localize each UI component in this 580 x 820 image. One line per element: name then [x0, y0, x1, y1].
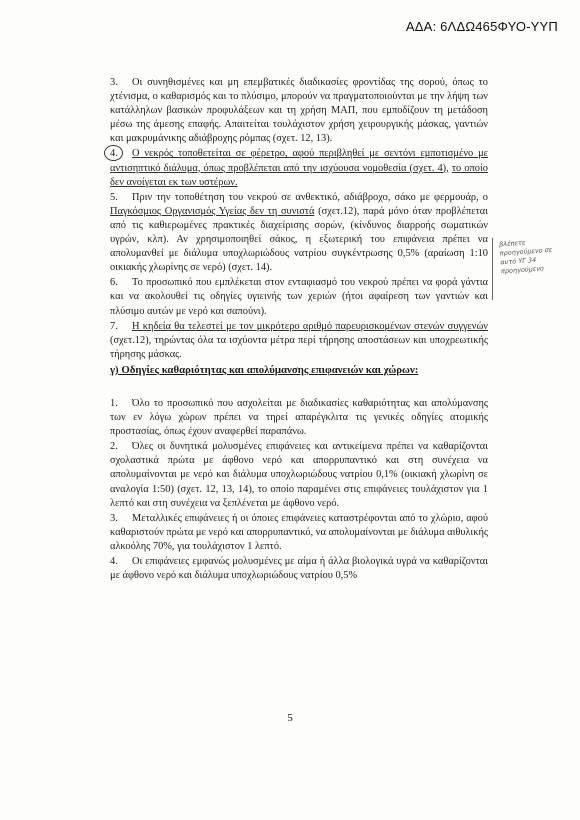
page-number: 5 — [287, 712, 293, 724]
document-body — [110, 76, 488, 583]
paragraph-7 — [110, 320, 488, 362]
paragraph-number: 1. — [110, 397, 118, 409]
paragraph-number: 5. — [110, 191, 118, 203]
paragraph-3 — [110, 76, 488, 146]
paragraph-number: 7. — [110, 320, 118, 332]
cleaning-paragraph-2 — [110, 440, 488, 510]
circled-paragraph-number: 4. — [110, 147, 132, 161]
paragraph-text: Οι συνηθισμένες και μη επεμβατικές διαδικασίες φροντίδας της σορού, όπως το χτένισμα, ο καθαρισμός και το πλύσιμο, μπορούν να πραγματοποιούνται με την λήψη των κατάλληλων βασικών προφυλάξεων και τη χρήση ΜΑΠ, που εμποδίζουν τη μετάδοση μέσω της άμεσης επαφής. Απαιτείται τουλάχιστον χρήση χειρουργικής μάσκας, γαντιών και μακρυμάνικης αδιάβροχης ρόμπας (σχετ. 12, 13). — [110, 77, 488, 145]
paragraph-text-underlined: Η κηδεία θα τελεστεί με τον μικρότερο αριθμό παρευρισκομένων στενών συγγενών — [132, 320, 488, 332]
paragraph-text-underlined: Παγκόσμιος Οργανισμός Υγείας δεν τη συνιστά — [110, 205, 315, 217]
paragraph-text: Μεταλλικές επιφάνειες ή οι όποιες επιφάνειες καταστρέφονται από το χλώριο, αφού καθαριστούν πρώτα με νερό και απορρυπαντικό, να απολυμαίνονται με διάλυμα αιθυλικής αλκοόλης 70%, για τουλάχιστον 1 λεπτό. — [110, 512, 488, 552]
paragraph-text: (σχετ.12), παρά μόνο όταν προβλέπεται από τις καθιερωμένες πρακτικές διαχείρισης σορών, (κίνδυνος διαρροής σωματικών υγρών, κλπ). Αν χρησιμοποιηθεί σάκος, η εξωτερική του επιφάνεια πρέπει να απολυμανθεί με διάλυμα υποχλωριώδους νατρίου συγκέντρωσης 0,5% (αραίωση 1:10 οικιακής χλωρίνης σε νερό) (σχετ. 14). — [110, 205, 488, 274]
paragraph-text: Οι επιφάνειες εμφανώς μολυσμένες με αίμα ή άλλα βιολογικά υγρά να καθαρίζονται με άφθονο νερό και διάλυμα υποχλωριώδους νατρίου 0,5% — [110, 556, 488, 582]
paragraph-number: 6. — [110, 277, 118, 289]
paragraph-number: 2. — [110, 441, 118, 453]
cleaning-paragraph-3 — [110, 512, 488, 554]
paragraph-text-underlined: το οποίο δεν ανοίγεται εκ των υστέρων. — [110, 162, 488, 188]
ada-code: ΑΔΑ: 6ΛΔΩ465ΦΥΟ-ΥΥΠ — [405, 19, 558, 34]
paragraph-number: 3. — [110, 77, 118, 88]
paragraph-number: 4. — [110, 556, 118, 567]
paragraph-4 — [110, 147, 488, 189]
paragraph-text: Όλες οι δυνητικά μολυσμένες επιφάνειες και αντικείμενα πρέπει να καθαρίζονται σχολαστικά πρώτα με άφθονο νερό και απορρυπαντικό και στη συνέχεια να απολυμαίνονται με νερό και διάλυμα υποχλωριώδους νατρίου 0,1% (οικιακή χλωρίνη σε αναλογία 1:50) (σχετ. 12, 13, 14), το οποίο παραμένει στις επιφάνειες τουλάχιστον για 1 λεπτό και στη συνέχεια να ξεπλένεται με άφθονο νερό. — [110, 441, 488, 509]
paragraph-text: Όλο το προσωπικό που ασχολείται με διαδικασίες καθαριότητας και απολύμανσης των εν λόγω χώρων πρέπει να τηρεί απαρέγκλιτα τις γενικές οδηγίες ατομικής προστασίας, όπως έχουν αναφερθεί παραπάνω. — [110, 397, 488, 438]
paragraph-number: 3. — [110, 512, 118, 524]
paragraph-text: (σχετ.12), τηρώντας όλα τα ισχύοντα μέτρα περί τήρησης αποστάσεων και υποχρεωτικής τήρησης μάσκας. — [110, 334, 488, 360]
paragraph-text: Το προσωπικό που εμπλέκεται στον ενταφιασμό του νεκρού πρέπει να φορά γάντια και να ακολουθεί τις οδηγίες υγιεινής των χεριών (ήτοι αφαίρεση των γαντιών και πλύσιμο αυτών με νερό και σαπούνι). — [110, 277, 488, 317]
paragraph-text: Πριν την τοποθέτηση του νεκρού σε ανθεκτικό, αδιάβροχο, σάκο με φερμουάρ, ο — [132, 191, 488, 203]
handwritten-margin-note: βλέπετε προηγούμενο σε αυτό ΥΓ 34 προηγούμενο — [498, 238, 553, 276]
section-heading: γ) Οδηγίες καθαριότητας και απολύμανσης επιφανειών και χώρων: — [110, 363, 419, 376]
cleaning-paragraph-4 — [110, 555, 488, 583]
paragraph-text-underlined: Ο νεκρός τοποθετείται σε φέρετρο, αφού περιβληθεί με σεντόνι εμποτισμένο με αντισηπτικό διάλυμα, όπως προβλέπεται από την ισχύουσα νομοθεσία (σχετ. 4), — [110, 148, 488, 174]
paragraph-6 — [110, 276, 488, 318]
cleaning-paragraph-1 — [110, 397, 488, 439]
paragraph-5 — [110, 191, 488, 276]
